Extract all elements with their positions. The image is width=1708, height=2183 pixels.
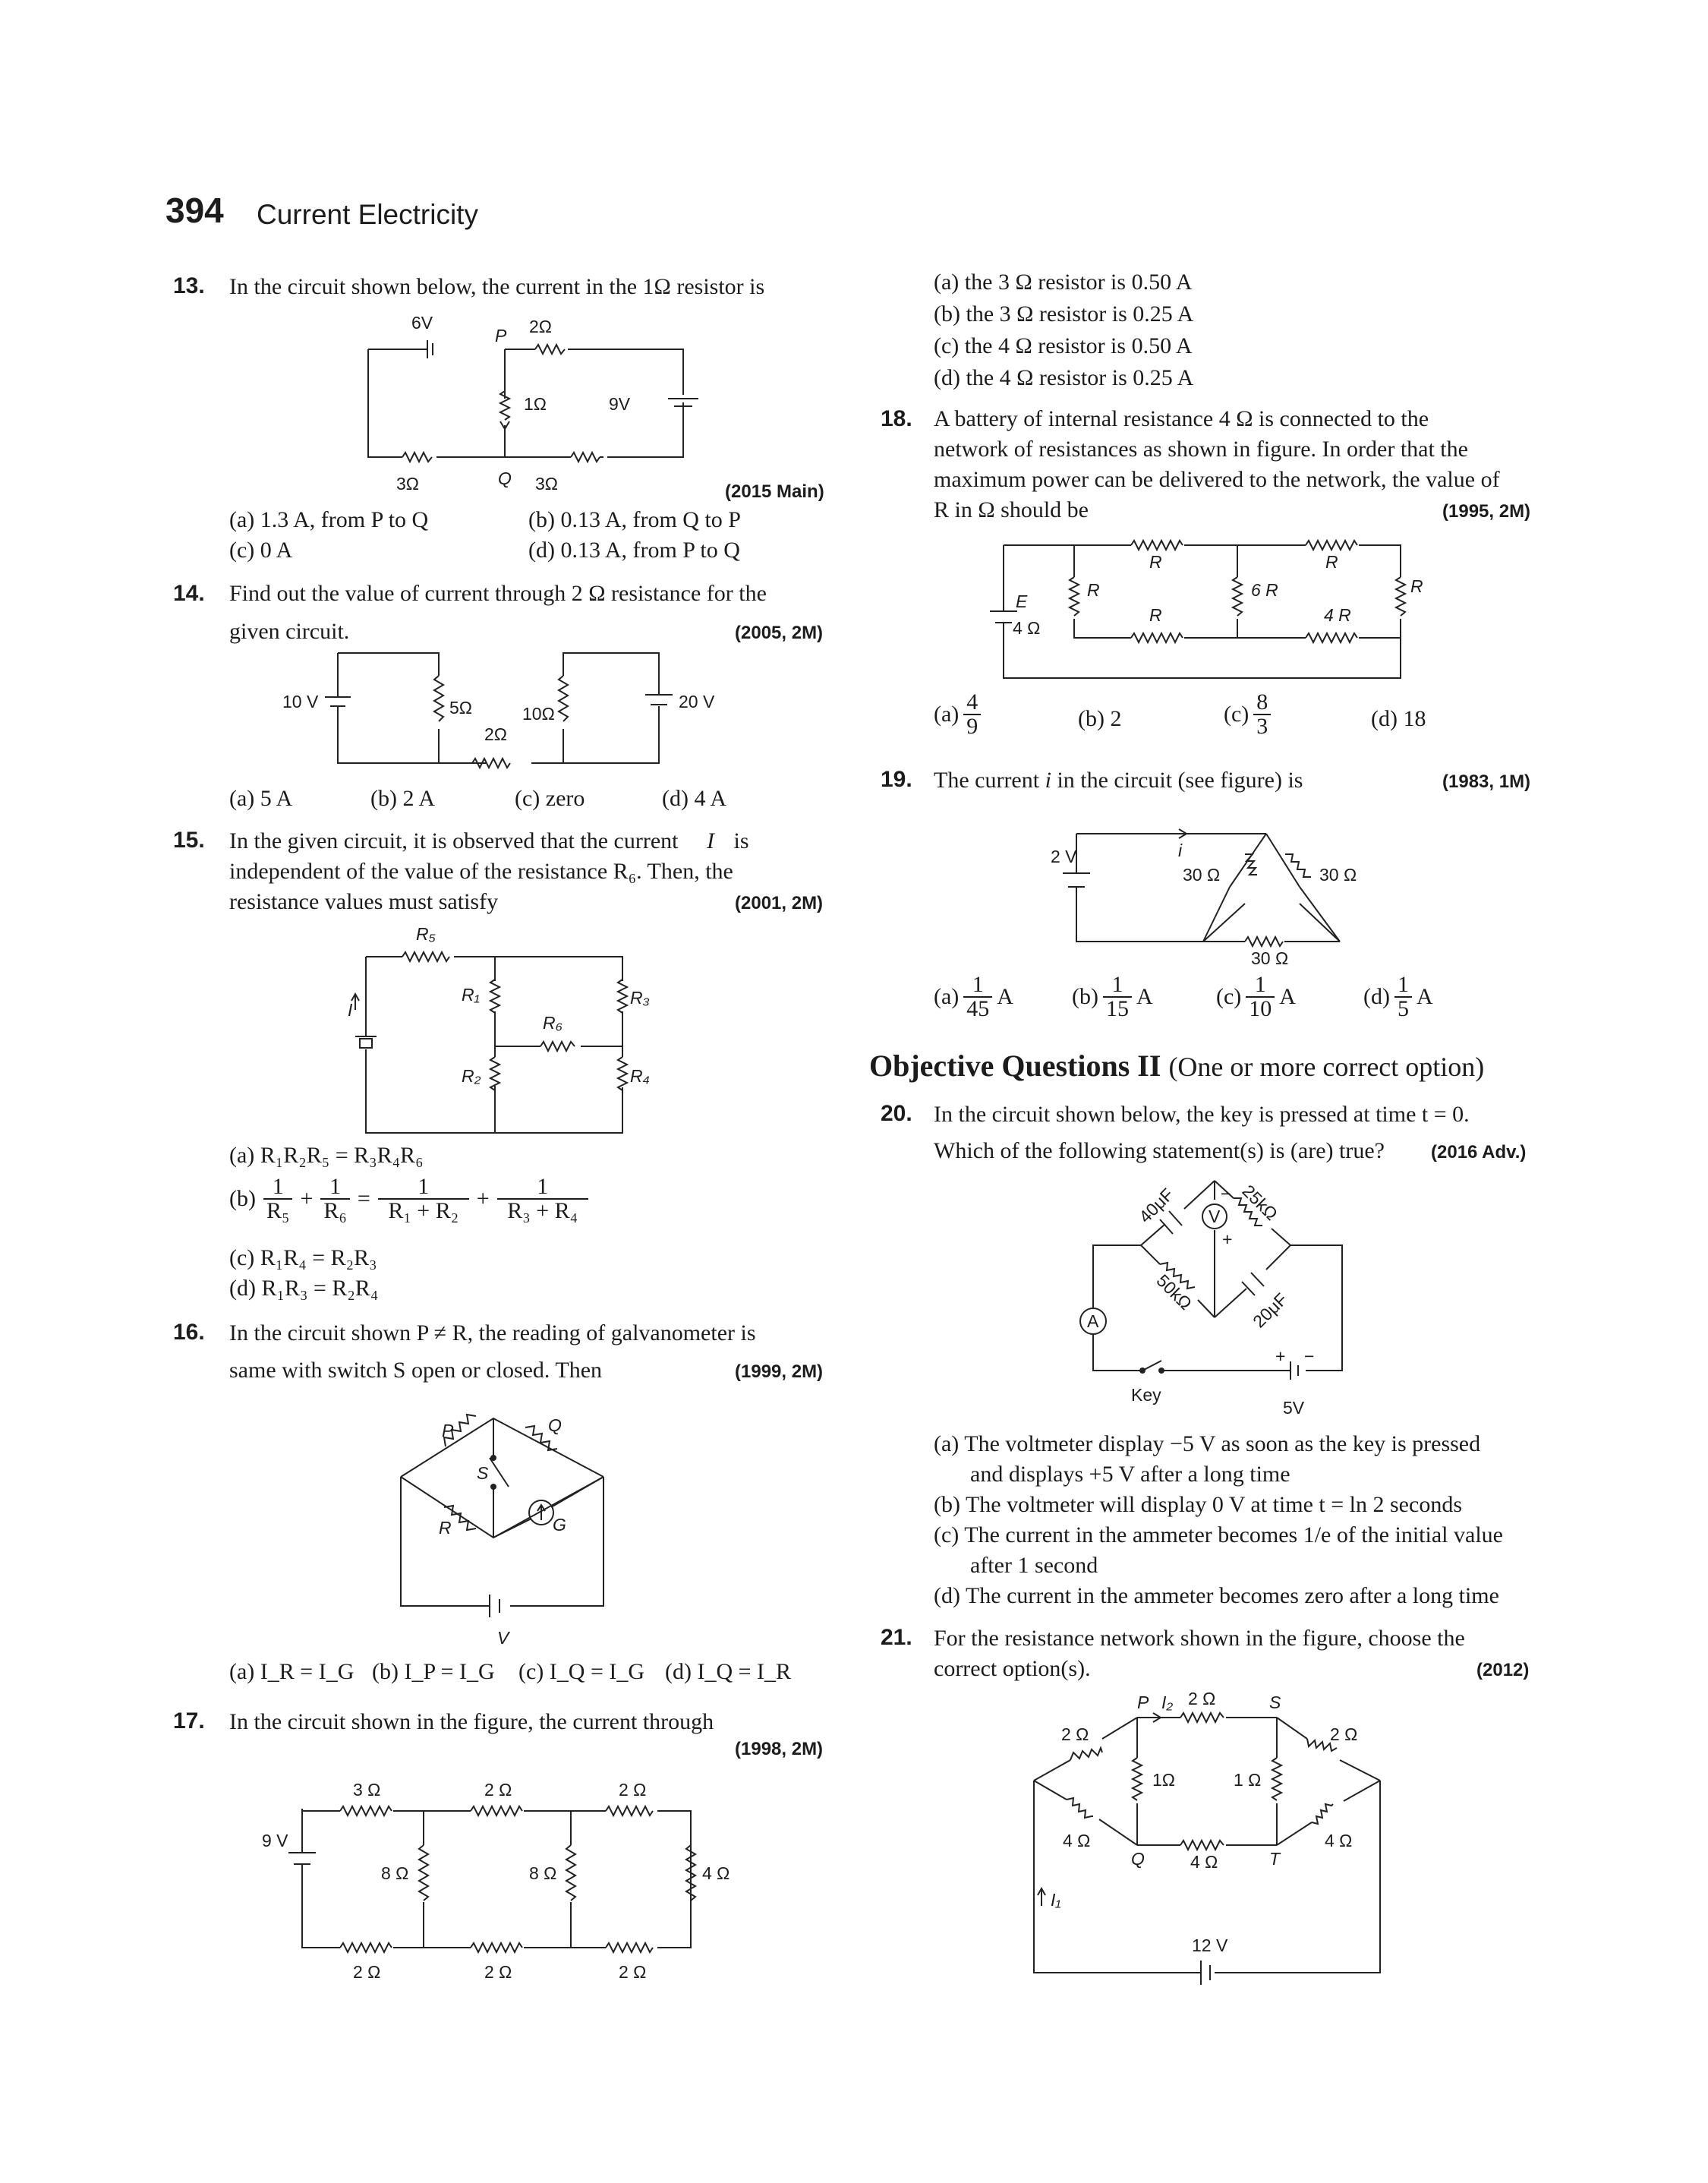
q13-3ohm-b: 3Ω — [535, 474, 558, 494]
q20-ammeter: A — [1087, 1311, 1099, 1331]
question-15-year: (2001, 2M) — [735, 893, 824, 913]
question-19-text: The current i in the circuit (see figure) is — [934, 768, 1303, 793]
q13-p: P — [495, 326, 507, 345]
q15-i: I — [348, 1000, 353, 1020]
q18-option-d: (d) 18 — [1371, 706, 1426, 731]
question-15-text-3: resistance values must satisfy — [229, 889, 499, 914]
question-15-number: 15. — [173, 828, 205, 853]
q13-9v: 9V — [609, 394, 631, 414]
q18-r-b: R — [1325, 552, 1338, 572]
q18-4ohm: 4 Ω — [1013, 618, 1041, 638]
q13-option-d: (d) 0.13 A, from P to Q — [528, 538, 740, 563]
question-21-number: 21. — [881, 1625, 912, 1650]
q21-2ohm-left: 2 Ω — [1061, 1724, 1089, 1744]
q15-line1a: In the given circuit, it is observed that the current — [229, 828, 679, 853]
q17-option-c: (c) the 4 Ω resistor is 0.50 A — [934, 333, 1193, 358]
q20-bat-minus: − — [1304, 1346, 1315, 1366]
q17-9v: 9 V — [262, 1831, 288, 1850]
q13-option-a: (a) 1.3 A, from P to Q — [229, 507, 429, 532]
q15-option-c: (c) R₁R₄ = R₂R₃ — [229, 1245, 377, 1270]
q19-a-d: 45 — [966, 996, 990, 1021]
q14-20v: 20 V — [679, 692, 715, 711]
q21-t: T — [1269, 1849, 1281, 1869]
question-18-text-4: R in Ω should be — [934, 497, 1089, 522]
q21-4ohm-bottom: 4 Ω — [1190, 1852, 1218, 1872]
q14-2ohm: 2Ω — [484, 724, 507, 744]
q18-e: E — [1016, 591, 1028, 611]
q14-option-d: (d) 4 A — [662, 786, 726, 811]
q18-c-n: 8 — [1253, 691, 1271, 715]
question-18-text-2: network of resistances as shown in figure. In order that the — [934, 437, 1468, 462]
q15-b-d1: R₅ — [266, 1198, 290, 1223]
question-20-year: (2016 Adv.) — [1431, 1142, 1527, 1162]
q19-a-n: 1 — [963, 973, 992, 998]
q20-25k: 25kΩ — [1238, 1181, 1282, 1224]
q20-option-c-2: after 1 second — [970, 1553, 1098, 1578]
q20-option-b: (b) The voltmeter will display 0 V at time t = ln 2 seconds — [934, 1492, 1462, 1517]
question-17-number: 17. — [173, 1708, 205, 1733]
q19-a-unit: A — [997, 984, 1013, 1009]
q14-option-a: (a) 5 A — [229, 786, 293, 811]
q20-option-d: (d) The current in the ammeter becomes zero after a long time — [934, 1583, 1499, 1608]
question-19-year: (1983, 1M) — [1442, 771, 1531, 792]
q19-b-label: (b) — [1072, 984, 1098, 1009]
q18-c-d: 3 — [1256, 714, 1268, 739]
q14-10v: 10 V — [282, 692, 319, 711]
chapter-title: Current Electricity — [257, 199, 478, 230]
q18-r-d: R — [1149, 605, 1162, 625]
q15-line1c: is — [733, 828, 749, 853]
q15-b-n1: 1 — [263, 1175, 292, 1200]
q14-10ohm: 10Ω — [522, 704, 555, 724]
q21-s: S — [1269, 1692, 1281, 1712]
q20-option-a-1: (a) The voltmeter display −5 V as soon as the key is pressed — [934, 1431, 1481, 1456]
q20-minus: − — [1221, 1184, 1231, 1203]
q16-p: P — [442, 1421, 454, 1440]
q21-i2: I₂ — [1161, 1692, 1174, 1712]
q15-b-d2: R₆ — [323, 1198, 347, 1223]
q19-b-n: 1 — [1103, 973, 1132, 998]
q18-r-e: R — [1410, 576, 1423, 596]
page-number: 394 — [165, 191, 224, 230]
q17-3ohm: 3 Ω — [353, 1780, 381, 1800]
q13-2ohm: 2Ω — [529, 317, 552, 336]
q21-q: Q — [1131, 1849, 1145, 1869]
q15-option-d: (d) R₁R₃ = R₂R₄ — [229, 1276, 379, 1301]
q21-p: P — [1137, 1692, 1149, 1712]
question-18-text-3: maximum power can be delivered to the network, the value of — [934, 467, 1500, 492]
q16-option-c: (c) I_Q = I_G — [518, 1659, 645, 1684]
q19-i: i — [1178, 841, 1183, 860]
q15-b-n4: 1 — [497, 1175, 588, 1200]
q19-d-d: 5 — [1397, 996, 1409, 1021]
q21-12v: 12 V — [1192, 1935, 1228, 1955]
q18-a-d: 9 — [966, 714, 978, 739]
q15-b-d4: R₃ + R₄ — [507, 1198, 578, 1223]
q21-1ohm-b: 1 Ω — [1234, 1770, 1262, 1790]
q20-v: V — [1209, 1207, 1221, 1226]
question-19-number: 19. — [881, 767, 912, 792]
q16-g: G — [553, 1515, 566, 1535]
q19-d-n: 1 — [1394, 973, 1412, 998]
question-20-text-1: In the circuit shown below, the key is pressed at time t = 0. — [934, 1102, 1470, 1127]
q18-c-label: (c) — [1224, 702, 1249, 727]
q19-d-unit: A — [1416, 984, 1433, 1009]
q17-option-b: (b) the 3 Ω resistor is 0.25 A — [934, 301, 1194, 327]
q17-2ohm-a: 2 Ω — [484, 1780, 512, 1800]
q15-r4: R₄ — [630, 1066, 650, 1086]
q15-r6: R₆ — [543, 1013, 563, 1033]
question-18-number: 18. — [881, 406, 912, 431]
question-17-year: (1998, 2M) — [735, 1739, 824, 1759]
q15-r5: R₅ — [416, 924, 436, 944]
q16-v: V — [497, 1628, 509, 1648]
q17-2ohm-c: 2 Ω — [353, 1962, 381, 1982]
q18-6r: 6 R — [1251, 580, 1278, 600]
q15-r1: R₁ — [462, 985, 480, 1005]
question-14-text-1: Find out the value of current through 2 Ω resistance for the — [229, 581, 767, 606]
q15-b-label: (b) — [229, 1186, 256, 1211]
q19-c-label: (c) — [1216, 984, 1242, 1009]
q20-option-c-1: (c) The current in the ammeter becomes 1/e of the initial value — [934, 1522, 1503, 1547]
q18-a-n: 4 — [963, 691, 981, 715]
q20-key: Key — [1131, 1385, 1161, 1405]
question-13-year: (2015 Main) — [725, 481, 824, 502]
q17-8ohm-a: 8 Ω — [381, 1863, 409, 1883]
q17-option-d: (d) the 4 Ω resistor is 0.25 A — [934, 365, 1194, 390]
question-17-text: In the circuit shown in the figure, the current through — [229, 1709, 714, 1734]
q19-30ohm-a: 30 Ω — [1183, 865, 1221, 885]
q15-b-d3: R₁ + R₂ — [388, 1198, 459, 1223]
q20-50k: 50kΩ — [1152, 1270, 1196, 1314]
question-16-text-1: In the circuit shown P ≠ R, the reading of galvanometer is — [229, 1320, 756, 1345]
q19-d-label: (d) — [1363, 984, 1390, 1009]
q16-option-d: (d) I_Q = I_R — [665, 1659, 792, 1684]
question-14-number: 14. — [173, 581, 205, 606]
question-21-text-2: correct option(s). — [934, 1656, 1091, 1681]
q20-40uf: 40μF — [1135, 1184, 1177, 1227]
q19-30ohm-c: 30 Ω — [1251, 948, 1289, 968]
q18-r-c: R — [1087, 580, 1100, 600]
q21-1ohm-a: 1Ω — [1152, 1770, 1175, 1790]
question-20-text-2: Which of the following statement(s) is (are) true? — [934, 1138, 1385, 1163]
question-16-number: 16. — [173, 1320, 205, 1345]
q19-30ohm-b: 30 Ω — [1319, 865, 1357, 885]
q16-s: S — [477, 1463, 489, 1483]
q18-r-a: R — [1149, 552, 1162, 572]
q21-4ohm-right: 4 Ω — [1325, 1831, 1353, 1850]
q15-r3: R₃ — [630, 988, 650, 1008]
section-title: Objective Questions II — [869, 1049, 1161, 1083]
question-14-year: (2005, 2M) — [735, 623, 824, 643]
q17-2ohm-d: 2 Ω — [484, 1962, 512, 1982]
q13-6v: 6V — [411, 313, 433, 333]
question-13-number: 13. — [173, 273, 205, 298]
q17-option-a: (a) the 3 Ω resistor is 0.50 A — [934, 270, 1193, 295]
question-16-year: (1999, 2M) — [735, 1361, 824, 1382]
q15-b-n3: 1 — [378, 1175, 469, 1200]
q13-option-c: (c) 0 A — [229, 538, 293, 563]
q15-r2: R₂ — [462, 1066, 481, 1086]
q13-option-b: (b) 0.13 A, from Q to P — [528, 507, 741, 532]
q18-option-b: (b) 2 — [1078, 706, 1122, 731]
q17-8ohm-b: 8 Ω — [529, 1863, 557, 1883]
q15-line1b: I — [706, 828, 714, 853]
q19-c-unit: A — [1279, 984, 1296, 1009]
q21-i1: I₁ — [1051, 1890, 1061, 1910]
q19-2v: 2 V — [1051, 847, 1077, 866]
q13-q: Q — [498, 468, 512, 488]
q20-5v: 5V — [1283, 1398, 1305, 1418]
q17-4ohm: 4 Ω — [702, 1863, 730, 1883]
q13-3ohm-a: 3Ω — [396, 474, 419, 494]
section-subtitle: (One or more correct option) — [1168, 1052, 1485, 1082]
question-18-year: (1995, 2M) — [1442, 501, 1531, 522]
q19-c-d: 10 — [1249, 996, 1272, 1021]
question-15-text-2: independent of the value of the resistance R₆. Then, the — [229, 859, 733, 884]
q21-2ohm-top: 2 Ω — [1188, 1689, 1216, 1708]
q20-20uf: 20μF — [1249, 1289, 1291, 1332]
q14-option-b: (b) 2 A — [370, 786, 435, 811]
question-18-text-1: A battery of internal resistance 4 Ω is connected to the — [934, 406, 1429, 431]
q17-2ohm-b: 2 Ω — [619, 1780, 647, 1800]
q19-b-d: 15 — [1105, 996, 1129, 1021]
q19-b-unit: A — [1136, 984, 1153, 1009]
q15-b-n2: 1 — [320, 1175, 349, 1200]
q14-5ohm: 5Ω — [449, 698, 472, 718]
q19-c-n: 1 — [1246, 973, 1275, 998]
q15-option-a: (a) R₁R₂R₅ = R₃R₄R₆ — [229, 1143, 424, 1168]
q16-option-a: (a) I_R = I_G — [229, 1659, 355, 1684]
q21-2ohm-right: 2 Ω — [1330, 1724, 1358, 1744]
question-13-text: In the circuit shown below, the current in the 1Ω resistor is — [229, 274, 765, 299]
question-21-year: (2012) — [1476, 1660, 1530, 1680]
q13-1ohm: 1Ω — [524, 394, 547, 414]
question-20-number: 20. — [881, 1101, 912, 1126]
question-16-text-2: same with switch S open or closed. Then — [229, 1358, 603, 1383]
question-14-text-2: given circuit. — [229, 619, 350, 644]
q20-bat-plus: + — [1275, 1346, 1286, 1366]
q18-4r: 4 R — [1324, 605, 1351, 625]
q20-option-a-2: and displays +5 V after a long time — [970, 1462, 1290, 1487]
q19-a-label: (a) — [934, 984, 960, 1009]
question-21-text-1: For the resistance network shown in the figure, choose the — [934, 1626, 1465, 1651]
q18-a-label: (a) — [934, 702, 960, 727]
q21-4ohm-left: 4 Ω — [1063, 1831, 1091, 1850]
q16-q: Q — [548, 1415, 562, 1435]
q16-option-b: (b) I_P = I_G — [372, 1659, 495, 1684]
q17-2ohm-e: 2 Ω — [619, 1962, 647, 1982]
q15-option-b: (b) $\frac{1}{\text{R₅}}$ + $\frac{1}{\text{R₆}}$ = $\frac{1}{\text{R₁ + R₂}}$ + $\frac{1}{\text{R₃ + R₄}}$ — [229, 1175, 588, 1222]
q20-plus: + — [1222, 1229, 1233, 1249]
q16-r: R — [439, 1518, 452, 1538]
q14-option-c: (c) zero — [515, 786, 585, 811]
